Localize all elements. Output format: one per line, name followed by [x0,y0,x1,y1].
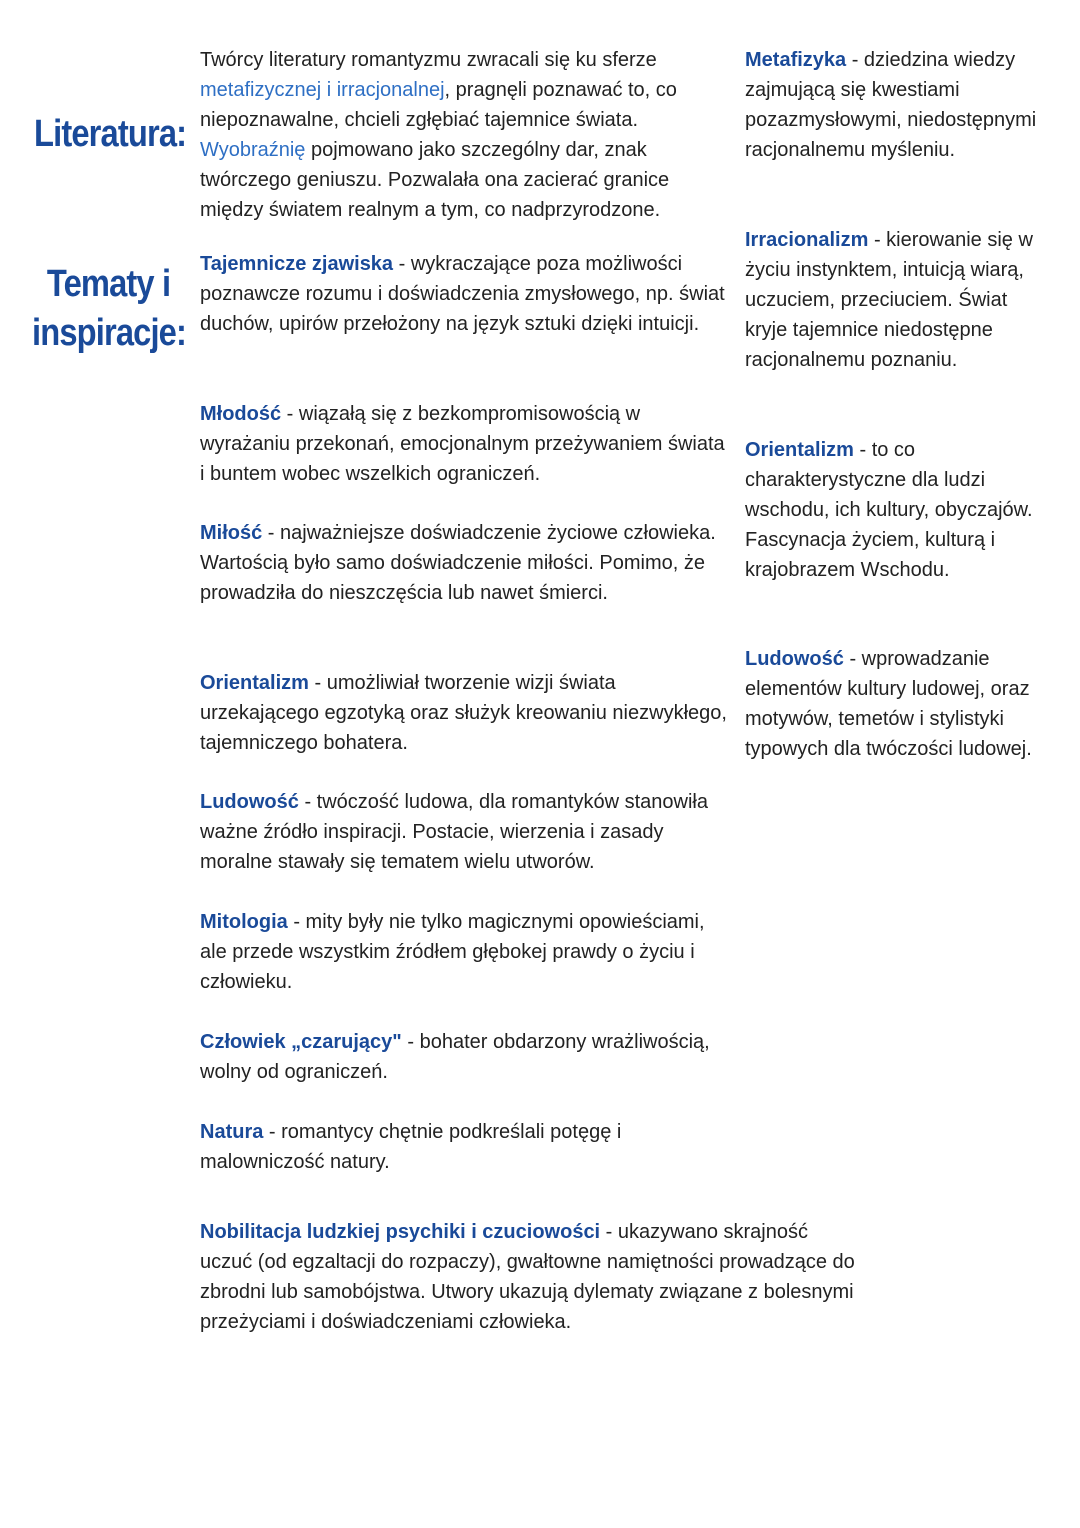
theme-ludowosc [200,787,730,877]
glossary-text: - kierowanie się w życiu instynktem, intuicją wiarą, uczuciem, przeciuciem. Świat kryje tajemnice niedostępne racjonalnemu poznaniu. [745,229,1033,371]
theme-text: - umożliwiał tworzenie wizji świata urzekającego egzotyką oraz służyk kreowaniu niezwykłego, tajemniczego bohatera. [200,672,727,754]
theme-nobilitacja [200,1217,860,1337]
theme-term: Nobilitacja ludzkiej psychiki i czuciowości [200,1221,601,1243]
theme-orientalizm [200,668,730,758]
glossary-text: - dziedzina wiedzy zajmującą się kwestiami pozazmysłowymi, niedostępnymi racjonalnemu myśleniu. [745,49,1037,161]
theme-term: Ludowość [200,791,299,813]
intro-text-2: , pragnęli poznawać to, co niepoznawalne, chcieli zgłębiać tajemnice świata. [200,79,677,131]
theme-mlodosc [200,399,730,489]
theme-text: - romantycy chętnie podkreślali potęgę i malowniczość natury. [200,1121,622,1173]
theme-czlowiek-czarujacy [200,1027,730,1087]
theme-natura [200,1117,730,1177]
theme-milosc [200,518,730,608]
heading-literatura: Literatura: [34,113,187,155]
glossary-irracionalizm [745,225,1045,375]
intro-highlight-metafizycznej: metafizycznej i irracjonalnej [200,79,445,101]
heading-tematy-inspiracje [32,260,185,359]
intro-text-3: pojmowano jako szczególny dar, znak twórczego geniuszu. Pozwalała ona zacierać granice między światem realnym a tym, co nadprzyrodzone. [200,139,670,221]
theme-term: Mitologia [200,911,288,933]
theme-text: - bohater obdarzony wrażliwością, wolny od ograniczeń. [200,1031,710,1083]
glossary-text: - to co charakterystyczne dla ludzi wschodu, ich kultury, obyczajów. Fascynacja życiem, kulturą i krajobrazem Wschodu. [745,439,1033,581]
glossary-text: - wprowadzanie elementów kultury ludowej, oraz motywów, temetów i stylistyki typowych dla twóczości ludowej. [745,648,1032,760]
theme-term: Młodość [200,403,282,425]
theme-term: Tajemnicze zjawiska [200,253,394,275]
theme-text: - mity były nie tylko magicznymi opowieściami, ale przede wszystkim źródłem głębokej prawdy o życiu i człowieku. [200,911,705,993]
glossary-term: Irracionalizm [745,229,869,251]
glossary-metafizyka [745,45,1045,165]
theme-tajemnicze-zjawiska [200,249,730,339]
glossary-ludowosc [745,644,1045,764]
theme-text: - najważniejsze doświadczenie życiowe człowieka. Wartością było samo doświadczenie miłości. Pomimo, że prowadziła do nieszczęścia lub nawet śmierci. [200,522,716,604]
theme-text: - wykraczające poza możliwości poznawcze rozumu i doświadczenia zmysłowego, np. świat duchów, upirów przełożony na język sztuki dzięki intuicji. [200,253,725,335]
theme-text: - wiązałą się z bezkompromisowością w wyrażaniu przekonań, emocjonalnym przeżywaniem świata i buntem wobec wszelkich ograniczeń. [200,403,725,485]
theme-term: Natura [200,1121,264,1143]
glossary-term: Orientalizm [745,439,854,461]
glossary-orientalizm [745,435,1045,585]
theme-text: - ukazywano skrajność uczuć (od egzaltacji do rozpaczy), gwałtowne namiętności prowadzące do zbrodni lub samobójstwa. Utwory ukazują dylematy związane z bolesnymi przeżyciami i doświadczeniami człowieka. [200,1221,855,1333]
theme-text: - twóczość ludowa, dla romantyków stanowiła ważne źródło inspiracji. Postacie, wierzenia i zasady moralne stawały się tematem wielu utworów. [200,791,708,873]
heading-tematy-line1: Tematy i [46,263,171,305]
intro-paragraph [200,45,730,225]
theme-term: Człowiek „czarujący" [200,1031,402,1053]
heading-tematy-line2: inspiracje: [32,312,187,355]
glossary-term: Ludowość [745,648,844,670]
intro-text-1: Twórcy literatury romantyzmu zwracali się ku sferze [200,49,657,71]
glossary-term: Metafizyka [745,49,847,71]
theme-mitologia [200,907,730,997]
theme-term: Orientalizm [200,672,309,694]
theme-term: Miłość [200,522,263,544]
intro-highlight-wyobraznie: Wyobraźnię [200,139,306,161]
